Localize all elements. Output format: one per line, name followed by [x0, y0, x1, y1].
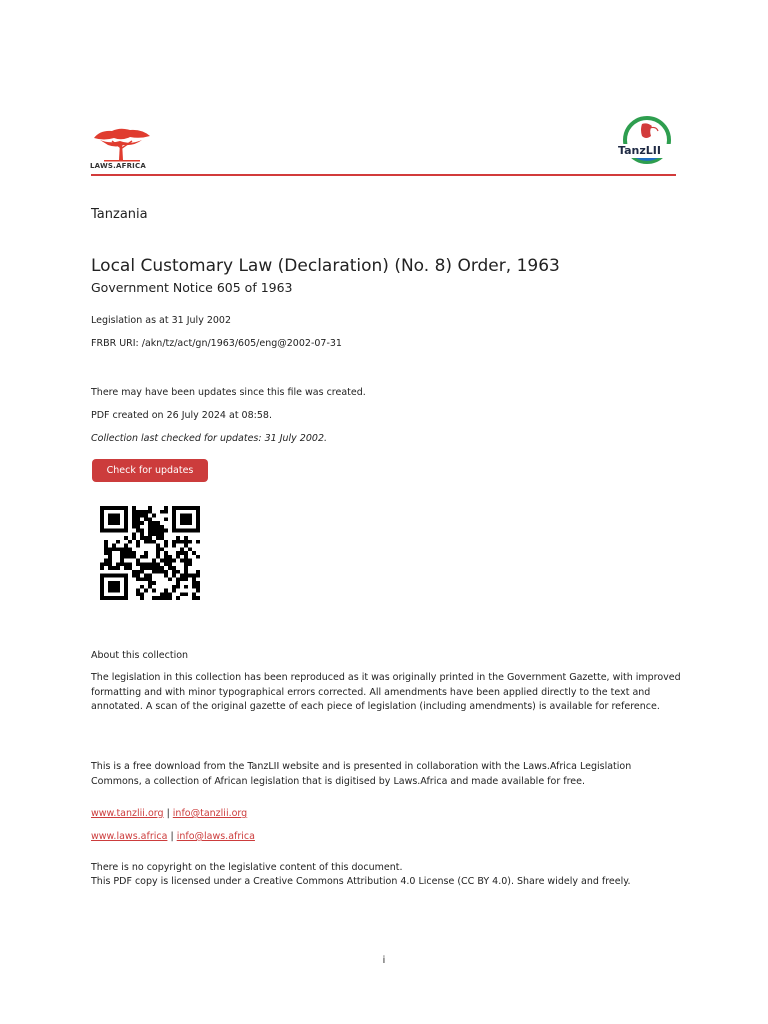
frbr-uri: FRBR URI: /akn/tz/act/gn/1963/605/eng@2002-07-31	[91, 338, 342, 349]
laws-africa-logo-text: LAWS.AFRICA	[90, 162, 146, 170]
pdf-created: PDF created on 26 July 2024 at 08:58.	[91, 410, 272, 421]
link-separator: |	[170, 831, 174, 842]
copyright-line-2: This PDF copy is licensed under a Creative Commons Attribution 4.0 License (CC BY 4.0). Share widely and freely.	[91, 876, 631, 887]
qr-code[interactable]	[100, 506, 200, 600]
link-separator: |	[166, 808, 170, 819]
header-rule	[91, 174, 676, 176]
acacia-tree-icon	[90, 126, 154, 162]
tanzlii-links	[91, 808, 247, 819]
laws-africa-links	[91, 831, 255, 842]
tanzlii-email-link[interactable]: info@tanzlii.org	[172, 808, 248, 819]
free-download-paragraph: This is a free download from the TanzLII website and is presented in collaboration with the Laws.Africa Legislation Commons, a collection of African legislation that is digitised by Laws.Africa and made available for free.	[91, 761, 632, 787]
check-for-updates-button[interactable]: Check for updates	[92, 459, 208, 482]
about-heading: About this collection	[91, 650, 189, 661]
copyright-line-1: There is no copyright on the legislative content of this document.	[91, 862, 403, 873]
tanzlii-logo-text: TanzLII	[618, 144, 661, 157]
tanzlii-logo	[616, 116, 678, 172]
collection-checked: Collection last checked for updates: 31 July 2002.	[91, 433, 328, 444]
page-number: i	[382, 955, 386, 966]
laws-africa-website-link[interactable]: www.laws.africa	[91, 831, 168, 842]
country-label: Tanzania	[91, 207, 148, 222]
qr-code-icon	[100, 506, 200, 600]
about-paragraph: The legislation in this collection has been reproduced as it was originally printed in the Government Gazette, with improved formatting and with minor typographical errors corrected. All amendments have been applied directly to the text and annotated. A scan of the original gazette of each piece of legislation (including amendments) is available for reference.	[91, 672, 681, 712]
document-title: Local Customary Law (Declaration) (No. 8) Order, 1963	[91, 256, 560, 276]
laws-africa-email-link[interactable]: info@laws.africa	[176, 831, 255, 842]
updates-notice: There may have been updates since this file was created.	[91, 387, 366, 398]
tanzlii-website-link[interactable]: www.tanzlii.org	[91, 808, 164, 819]
legislation-date: Legislation as at 31 July 2002	[91, 315, 232, 326]
document-subtitle: Government Notice 605 of 1963	[91, 280, 293, 295]
laws-africa-logo	[90, 126, 154, 172]
